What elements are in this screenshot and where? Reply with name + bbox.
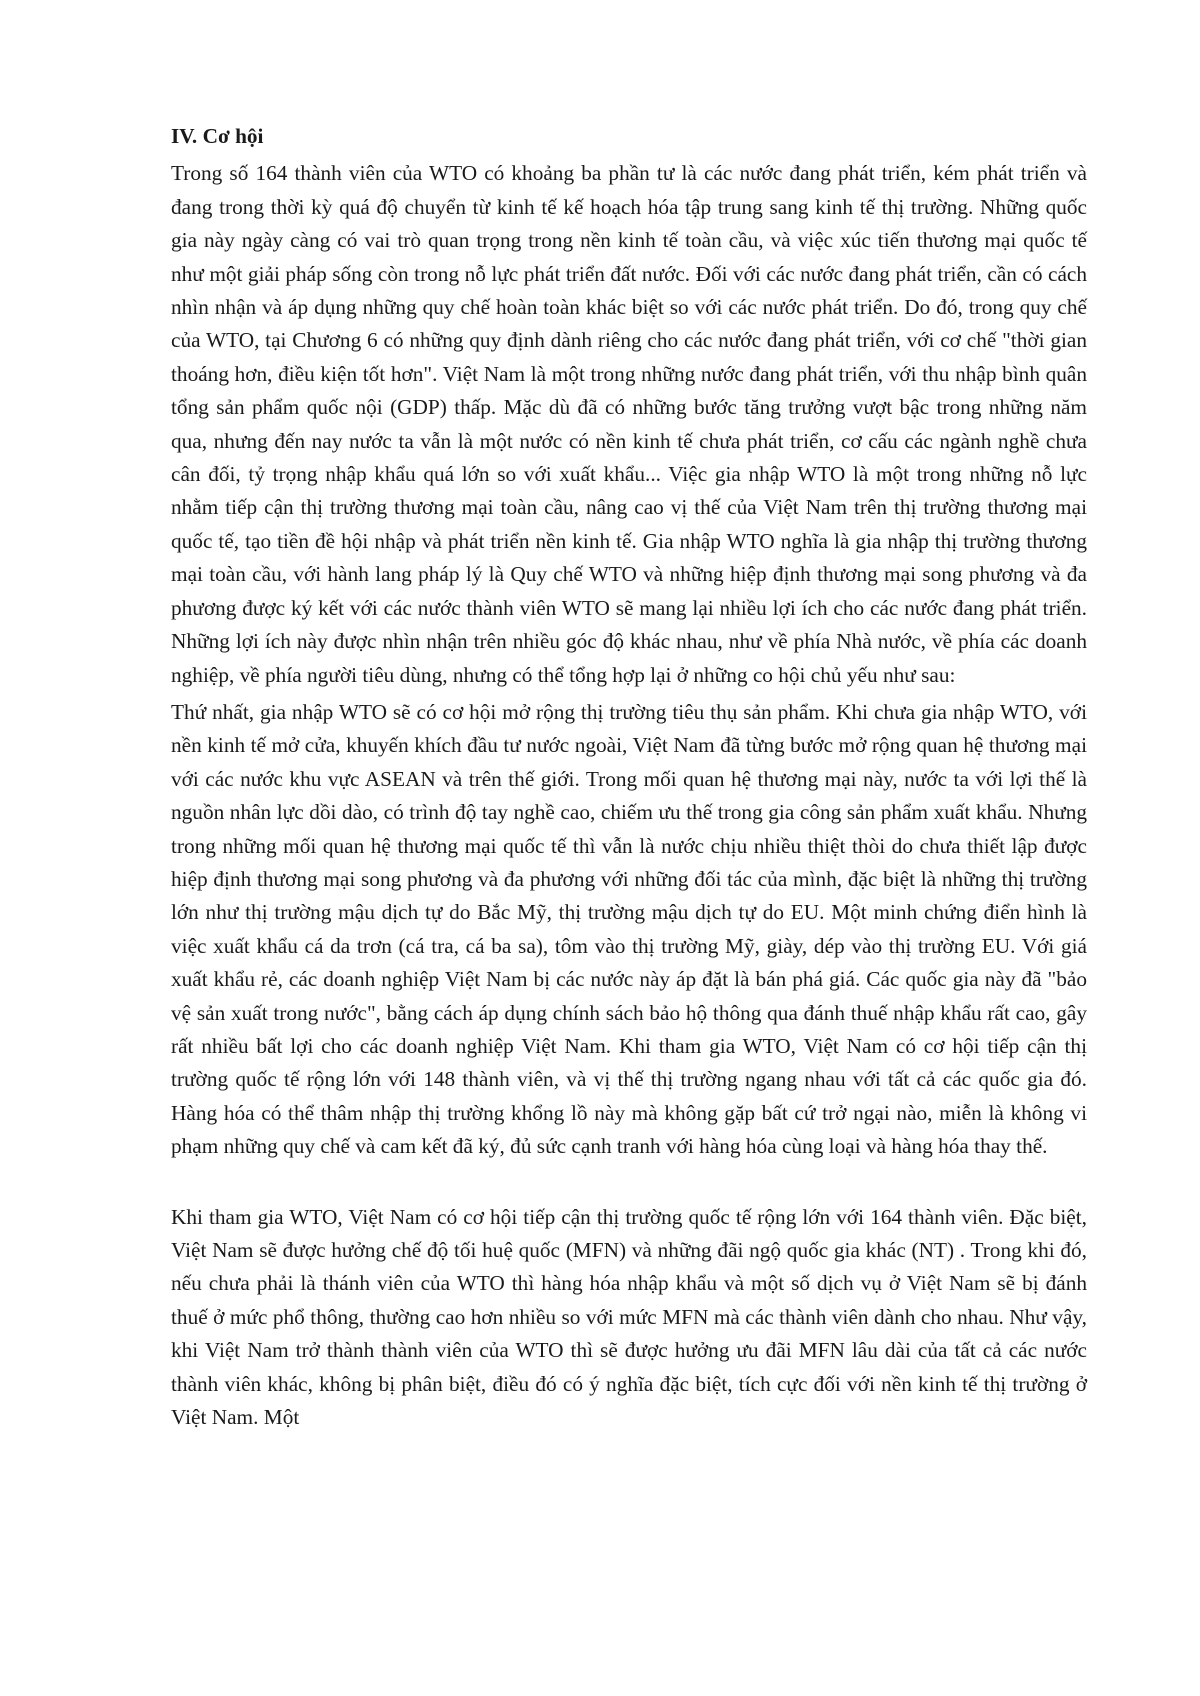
- paragraph-mfn: Khi tham gia WTO, Việt Nam có cơ hội tiếp cận thị trường quốc tế rộng lớn với 164 thành viên. Đặc biệt, Việt Nam sẽ được hưởng chế độ tối huệ quốc (MFN) và những đãi ngộ quốc gia khác (NT) . Trong khi đó, nếu chưa phải là thánh viên của WTO thì hàng hóa nhập khẩu và một số dịch vụ ở Việt Nam sẽ bị đánh thuế ở mức phổ thông, thường cao hơn nhiều so với mức MFN mà các thành viên dành cho nhau. Như vậy, khi Việt Nam trở thành thành viên của WTO thì sẽ được hưởng ưu đãi MFN lâu dài của tất cả các nước thành viên khác, không bị phân biệt, điều đó có ý nghĩa đặc biệt, tích cực đối với nền kinh tế thị trường ở Việt Nam. Một: [171, 1204, 1087, 1430]
- document-body: [171, 120, 1087, 1434]
- section-heading: IV. Cơ hội: [171, 124, 264, 148]
- paragraph-overview: Trong số 164 thành viên của WTO có khoảng ba phần tư là các nước đang phát triển, kém phát triển và đang trong thời kỳ quá độ chuyển từ kinh tế kế hoạch hóa tập trung sang kinh tế thị trường. Những quốc gia này ngày càng có vai trò quan trọng trong nền kinh tế toàn cầu, và việc xúc tiến thương mại quốc tế như một giải pháp sống còn trong nỗ lực phát triển đất nước. Đối với các nước đang phát triển, cần có cách nhìn nhận và áp dụng những quy chế hoàn toàn khác biệt so với các nước phát triển. Do đó, trong quy chế của WTO, tại Chương 6 có những quy định dành riêng cho các nước đang phát triển, với cơ chế "thời gian thoáng hơn, điều kiện tốt hơn". Việt Nam là một trong những nước đang phát triển, với thu nhập bình quân tổng sản phẩm quốc nội (GDP) thấp. Mặc dù đã có những bước tăng trưởng vượt bậc trong những năm qua, nhưng đến nay nước ta vẫn là một nước có nền kinh tế chưa phát triển, cơ cấu các ngành nghề chưa cân đối, tỷ trọng nhập khẩu quá lớn so với xuất khẩu... Việc gia nhập WTO là một trong những nỗ lực nhằm tiếp cận thị trường thương mại toàn cầu, nâng cao vị thế của Việt Nam trên thị trường thương mại quốc tế, tạo tiền đề hội nhập và phát triển nền kinh tế. Gia nhập WTO nghĩa là gia nhập thị trường thương mại toàn cầu, với hành lang pháp lý là Quy chế WTO và những hiệp định thương mại song phương và đa phương được ký kết với các nước thành viên WTO sẽ mang lại nhiều lợi ích cho các nước đang phát triển. Những lợi ích này được nhìn nhận trên nhiều góc độ khác nhau, như về phía Nhà nước, về phía các doanh nghiệp, về phía người tiêu dùng, nhưng có thể tổng hợp lại ở những co hội chủ yếu như sau:: [171, 161, 1087, 687]
- paragraph-first-opportunity: Thứ nhất, gia nhập WTO sẽ có cơ hội mở rộng thị trường tiêu thụ sản phẩm. Khi chưa gia nhập WTO, với nền kinh tế mở cửa, khuyến khích đầu tư nước ngoài, Việt Nam đã từng bước mở rộng quan hệ thương mại với các nước khu vực ASEAN và trên thế giới. Trong mối quan hệ thương mại này, nước ta với lợi thế là nguồn nhân lực dồi dào, có trình độ tay nghề cao, chiếm ưu thế trong gia công sản phẩm xuất khẩu. Nhưng trong những mối quan hệ thương mại quốc tế thì vẫn là nước chịu nhiều thiệt thòi do chưa thiết lập được hiệp định thương mại song phương và đa phương với những đối tác của mình, đặc biệt là những thị trường lớn như thị trường mậu dịch tự do Bắc Mỹ, thị trường mậu dịch tự do EU. Một minh chứng điển hình là việc xuất khẩu cá da trơn (cá tra, cá ba sa), tôm vào thị trường Mỹ, giày, dép vào thị trường EU. Với giá xuất khẩu rẻ, các doanh nghiệp Việt Nam bị các nước này áp đặt là bán phá giá. Các quốc gia này đã "bảo vệ sản xuất trong nước", bằng cách áp dụng chính sách bảo hộ thông qua đánh thuế nhập khẩu rất cao, gây rất nhiều bất lợi cho các doanh nghiệp Việt Nam. Khi tham gia WTO, Việt Nam có cơ hội tiếp cận thị trường quốc tế rộng lớn với 148 thành viên, và vị thế thị trường ngang nhau với tất cả các quốc gia đó. Hàng hóa có thể thâm nhập thị trường khổng lồ này mà không gặp bất cứ trở ngại nào, miễn là không vi phạm những quy chế và cam kết đã ký, đủ sức cạnh tranh với hàng hóa cùng loại và hàng hóa thay thế.: [171, 699, 1087, 1159]
